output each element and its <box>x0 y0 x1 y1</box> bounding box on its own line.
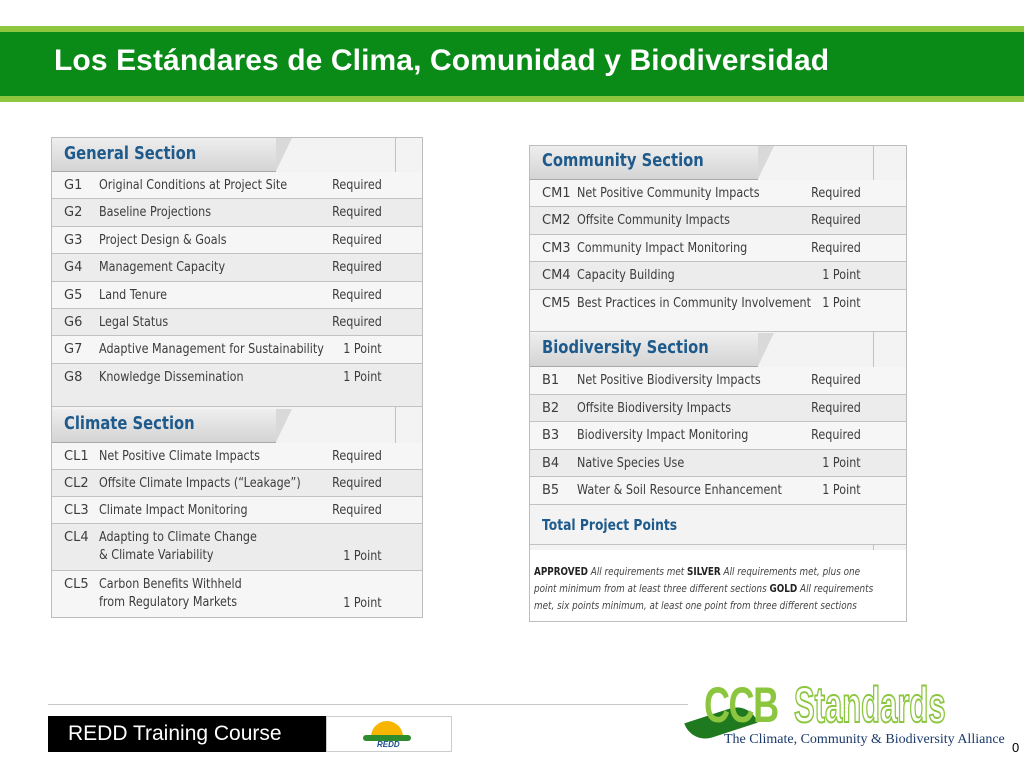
criterion-description: Original Conditions at Project Site <box>99 178 288 193</box>
table-row <box>52 470 422 497</box>
criterion-code: G2 <box>64 205 83 221</box>
criterion-code: B3 <box>542 428 560 444</box>
table-row <box>52 364 422 407</box>
table-row <box>52 443 422 470</box>
total-points-row <box>530 505 906 545</box>
ccb-alliance-name: The Climate, Community & Biodiversity Alliance <box>724 732 1005 747</box>
criterion-requirement: Required <box>811 400 861 416</box>
criterion-description: Legal Status <box>99 315 169 330</box>
general-section-header <box>52 138 422 172</box>
footer-divider <box>48 704 688 705</box>
criterion-requirement: 1 Point <box>343 342 382 358</box>
criterion-requirement: 1 Point <box>822 483 861 499</box>
table-row <box>52 571 422 618</box>
criterion-code: CL4 <box>64 530 89 545</box>
table-row <box>530 395 906 423</box>
criterion-description-line-2: & Climate Variability <box>99 548 214 563</box>
table-row <box>52 336 422 363</box>
criterion-requirement: Required <box>332 287 382 303</box>
table-row <box>52 199 422 226</box>
criterion-description: Net Positive Climate Impacts <box>99 449 260 464</box>
criterion-code: G3 <box>64 232 83 248</box>
criterion-code: B2 <box>542 400 560 416</box>
criterion-description: Biodiversity Impact Monitoring <box>577 428 749 444</box>
criterion-requirement: Required <box>332 178 382 193</box>
climate-section-title: Climate Section <box>64 413 195 434</box>
criterion-code: B4 <box>542 455 560 471</box>
criterion-requirement: 1 Point <box>343 369 382 385</box>
criterion-code: G6 <box>64 315 83 330</box>
criterion-description: Adaptive Management for Sustainability <box>99 342 324 358</box>
table-row <box>52 497 422 524</box>
criterion-description: Project Design & Goals <box>99 232 227 248</box>
redd-logo <box>326 716 452 752</box>
criterion-description: Net Positive Biodiversity Impacts <box>577 373 761 388</box>
table-row <box>530 422 906 450</box>
criterion-requirement: Required <box>332 476 382 491</box>
criterion-code: CL3 <box>64 503 89 518</box>
table-row <box>52 254 422 281</box>
biodiversity-section-title: Biodiversity Section <box>542 337 709 358</box>
criterion-description: Community Impact Monitoring <box>577 240 748 256</box>
biodiversity-section-header <box>530 333 906 367</box>
criterion-requirement: Required <box>332 315 382 330</box>
criterion-description: Climate Impact Monitoring <box>99 503 248 518</box>
legend-silver-label: SILVER <box>687 566 721 578</box>
table-row <box>530 262 906 289</box>
criterion-code: G1 <box>64 178 83 193</box>
table-row <box>530 367 906 395</box>
criterion-code: B5 <box>542 483 560 499</box>
criterion-code: CM1 <box>542 186 571 201</box>
table-row <box>530 477 906 505</box>
criterion-code: G4 <box>64 260 83 276</box>
criterion-requirement: Required <box>811 240 861 256</box>
criterion-description: Offsite Biodiversity Impacts <box>577 400 732 416</box>
criterion-requirement: Required <box>332 260 382 276</box>
criterion-requirement: Required <box>811 213 861 229</box>
slide-title: Los Estándares de Clima, Comunidad y Biodiversidad <box>54 44 830 77</box>
criterion-description: Carbon Benefits Withheld <box>99 577 242 592</box>
legend-line-3: met, six points minimum, at least one point from three different sections <box>534 600 857 612</box>
criterion-description: Offsite Community Impacts <box>577 213 730 229</box>
criterion-requirement: Required <box>332 449 382 464</box>
criterion-description-line-2: from Regulatory Markets <box>99 595 238 610</box>
criterion-requirement: Required <box>811 186 861 201</box>
legend-approved-text: All requirements met <box>590 566 685 578</box>
ccb-logo-standards: Standards <box>794 677 946 733</box>
legend-line-2 <box>534 581 874 598</box>
table-row <box>52 524 422 571</box>
ccb-standards-logo <box>682 676 1022 758</box>
header-accent-bottom <box>0 96 1024 102</box>
criterion-description: Water & Soil Resource Enhancement <box>577 483 782 499</box>
course-label: REDD Training Course <box>48 716 326 752</box>
total-project-points-label: Total Project Points <box>542 516 678 534</box>
legend-approved-label: APPROVED <box>534 566 588 578</box>
criterion-requirement: Required <box>332 232 382 248</box>
criterion-requirement: Required <box>332 205 382 221</box>
criterion-code: G8 <box>64 369 83 385</box>
criterion-requirement: 1 Point <box>822 268 861 284</box>
criterion-requirement: Required <box>811 373 861 388</box>
legend-line-1 <box>534 564 861 581</box>
criterion-code: CL1 <box>64 449 89 464</box>
criterion-code: CM3 <box>542 240 571 256</box>
table-row <box>52 227 422 254</box>
legend-silver-text: All requirements met, plus one <box>723 566 861 578</box>
criterion-description: Management Capacity <box>99 260 226 276</box>
criterion-code: CM5 <box>542 295 571 311</box>
criterion-code: CL5 <box>64 577 89 592</box>
criterion-requirement: 1 Point <box>822 295 861 311</box>
table-row <box>52 282 422 309</box>
table-row <box>530 207 906 234</box>
table-row <box>530 180 906 207</box>
criterion-description: Net Positive Community Impacts <box>577 186 760 201</box>
criterion-description: Native Species Use <box>577 455 685 471</box>
criterion-description: Knowledge Dissemination <box>99 369 244 385</box>
criterion-requirement: Required <box>811 428 861 444</box>
rating-legend <box>530 550 906 622</box>
criterion-description: Baseline Projections <box>99 205 212 221</box>
general-section-title: General Section <box>64 143 197 164</box>
criterion-code: CM2 <box>542 213 571 229</box>
criterion-requirement: 1 Point <box>343 549 382 564</box>
ccb-logo-ccb: CCB <box>704 677 778 733</box>
table-row <box>530 235 906 262</box>
community-section-title: Community Section <box>542 150 704 171</box>
redd-logo-text: REDD <box>377 740 400 749</box>
criterion-requirement: Required <box>332 503 382 518</box>
climate-section-header <box>52 409 422 443</box>
criterion-description: Adapting to Climate Change <box>99 530 257 545</box>
legend-silver-text-cont: point minimum from at least three different sections <box>534 583 767 595</box>
criterion-code: B1 <box>542 373 560 388</box>
legend-gold-text: All requirements <box>800 583 874 595</box>
community-section-header <box>530 146 906 180</box>
criterion-description: Land Tenure <box>99 287 168 303</box>
criterion-requirement: 1 Point <box>822 455 861 471</box>
table-row <box>52 172 422 199</box>
criterion-description: Best Practices in Community Involvement <box>577 295 812 311</box>
criterion-code: CL2 <box>64 476 89 491</box>
criterion-code: G7 <box>64 342 83 358</box>
criterion-requirement: 1 Point <box>343 596 382 611</box>
table-row <box>530 290 906 332</box>
criterion-description: Capacity Building <box>577 268 675 284</box>
legend-gold-label: GOLD <box>769 583 798 595</box>
table-row <box>530 450 906 478</box>
general-climate-table <box>51 137 423 618</box>
page-number: 0 <box>1012 740 1020 755</box>
criterion-code: CM4 <box>542 268 571 284</box>
criterion-description: Offsite Climate Impacts (“Leakage”) <box>99 476 301 491</box>
criterion-code: G5 <box>64 287 83 303</box>
table-row <box>52 309 422 336</box>
community-biodiversity-table <box>529 145 907 622</box>
